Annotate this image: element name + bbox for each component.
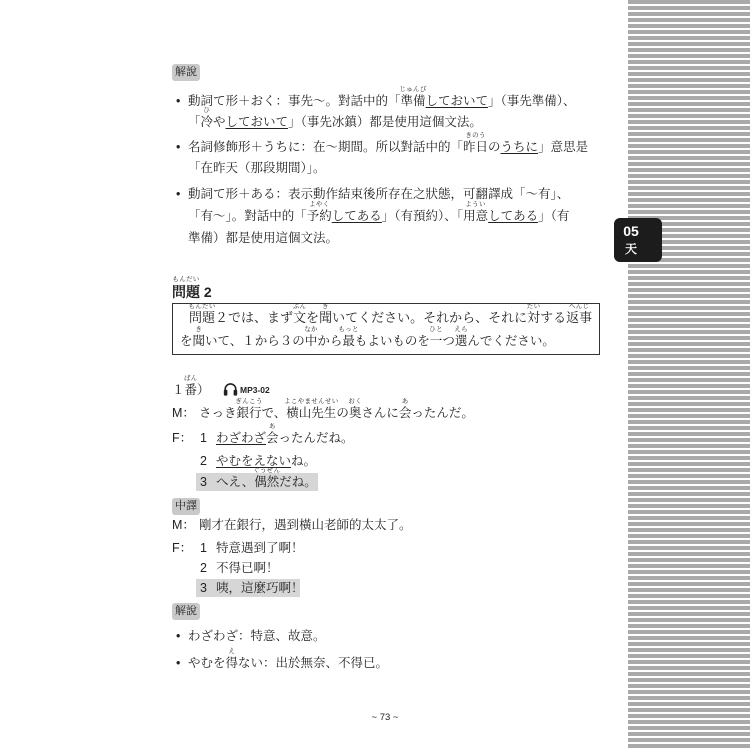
furigana-word <box>183 375 198 398</box>
instructions-line <box>180 326 555 349</box>
text-segment: 」（事先冰鎮）都是使用這個文法。 <box>288 115 482 129</box>
audio-track-label: MP3-02 <box>240 385 270 395</box>
furigana-word <box>192 326 206 349</box>
text-segment: ２では、まず <box>215 310 294 325</box>
bullet: • <box>176 140 181 154</box>
option-number: 3 <box>200 581 207 595</box>
text-segment: わざわざ：特意、故意。 <box>188 629 326 643</box>
ruby-reading: ぎんこう <box>235 398 263 405</box>
text-segment: 「 <box>188 115 201 129</box>
ruby-reading: え <box>228 648 236 655</box>
furigana-word <box>398 398 412 421</box>
text-segment: 」（事先準備）、 <box>488 94 576 108</box>
text-segment: もよいものを <box>354 334 430 348</box>
ruby-reading: あ <box>268 423 276 430</box>
ruby-base: 選 <box>454 334 468 348</box>
question-heading <box>172 276 212 301</box>
furigana-word <box>306 201 332 224</box>
item-number-suffix: ） <box>197 383 210 397</box>
explanation-line <box>188 107 482 130</box>
ruby-reading: もんだい <box>172 276 200 283</box>
ruby-reading: なか <box>304 326 318 333</box>
option-number: 1 <box>200 431 207 445</box>
text-segment: いてください。それから、それに <box>332 310 528 325</box>
ruby-base: 文 <box>293 310 307 325</box>
underlined-grammar: しておいて <box>425 94 489 108</box>
furigana-word <box>399 86 427 109</box>
speaker-f: F： <box>172 541 193 555</box>
ruby-reading: もっと <box>338 326 359 333</box>
option-number: 3 <box>200 475 207 489</box>
text-segment: や <box>213 115 226 129</box>
text-segment: だね。 <box>279 475 317 489</box>
text-segment: 」意思是 <box>538 140 589 154</box>
ruby-reading: ひと <box>429 326 443 333</box>
ruby-reading: よやく <box>309 201 330 208</box>
ruby-base: 用意 <box>463 209 489 223</box>
translation-option-text: 咦，這麼巧啊！ <box>216 581 304 595</box>
text-segment: 「有～」。對話中的「 <box>188 209 307 223</box>
explanation-line <box>188 201 570 224</box>
text-segment: 」（有 <box>538 209 570 223</box>
chapter-tab <box>614 218 662 262</box>
text-segment: 「在昨天（那段期間）」。 <box>188 161 326 175</box>
ruby-base: 対 <box>527 310 541 325</box>
ruby-base: 昨日 <box>463 140 489 154</box>
underlined-grammar: しておいて <box>225 115 289 129</box>
text-segment: んでください。 <box>467 334 555 348</box>
furigana-word <box>304 326 318 349</box>
page-number: ~ 73 ~ <box>371 712 399 723</box>
furigana-word <box>188 303 216 326</box>
text-segment: やむを <box>188 656 226 670</box>
text-segment: ない：出於無奈、不得已。 <box>238 656 389 670</box>
ruby-reading: き <box>195 326 203 333</box>
ruby-reading: よこやませんせい <box>284 398 339 405</box>
text-segment: を <box>180 334 193 348</box>
furigana-word <box>235 398 263 421</box>
explanation-line <box>188 160 326 176</box>
ruby-reading: ぐうぜん <box>253 467 281 474</box>
ruby-base: 準備 <box>400 94 426 108</box>
translation-badge: 中譯 <box>172 498 200 515</box>
underlined-keyword: やむをえない <box>216 454 292 468</box>
text-segment: 準備）都是使用這個文法。 <box>188 231 339 245</box>
ruby-base: 問題 <box>189 310 216 325</box>
option-number: 2 <box>200 561 207 575</box>
ruby-reading: へんじ <box>568 303 590 310</box>
furigana-word <box>338 326 359 349</box>
speaker-f: F： <box>172 431 193 445</box>
ruby-reading: あ <box>401 398 409 405</box>
text-segment: さっき <box>199 406 237 420</box>
furigana-word <box>429 326 443 349</box>
furigana-word <box>225 648 239 671</box>
furigana-word <box>566 303 593 326</box>
option-text <box>216 467 317 490</box>
ruby-base: 一 <box>429 334 443 348</box>
bullet: • <box>176 94 181 108</box>
explanation-badge: 解說 <box>172 603 200 620</box>
text-segment: つ <box>442 334 455 348</box>
furigana-word <box>319 303 333 326</box>
bullet: • <box>176 656 181 670</box>
bullet: • <box>176 629 181 643</box>
text-segment: 動詞て形＋ある：表示動作結束後所存在之狀態，可翻譯成「～有」、 <box>188 187 570 201</box>
ruby-base: 会 <box>266 431 279 445</box>
ruby-base: 番 <box>184 383 198 397</box>
ruby-base: 会 <box>398 406 412 420</box>
ruby-base: 問題 <box>172 284 200 300</box>
item-number <box>172 375 210 398</box>
text-segment: ったんだ。 <box>411 406 474 420</box>
ruby-reading: たい <box>526 303 541 310</box>
text-segment: で、 <box>261 406 287 420</box>
text-segment: を <box>306 310 320 325</box>
ruby-base: 聞 <box>192 334 206 348</box>
option-number: 1 <box>200 541 207 555</box>
text-segment: から <box>317 334 343 348</box>
page-edge-stripes <box>628 0 750 750</box>
ruby-base: 冷 <box>200 115 214 129</box>
furigana-word <box>463 132 489 155</box>
text-segment: ね。 <box>291 454 317 468</box>
explanation-line <box>176 186 569 202</box>
text-segment: ったんだね。 <box>278 431 354 445</box>
speaker-m: M： <box>172 406 195 420</box>
ruby-reading: ひ <box>203 107 211 114</box>
speaker-m: M： <box>172 518 195 532</box>
ruby-reading: ばん <box>183 375 198 382</box>
explanation-badge: 解說 <box>172 64 200 81</box>
text-segment: 」（有預約）、「 <box>381 209 464 223</box>
text-segment: さんに <box>361 406 399 420</box>
question-number: 2 <box>200 284 212 300</box>
furigana-word <box>463 201 489 224</box>
text-segment: 名詞修飾形＋うちに：在～期間。所以對話中的「 <box>188 140 464 154</box>
ruby-reading: えら <box>454 326 468 333</box>
ruby-base: 銀行 <box>236 406 262 420</box>
ruby-reading: ぶん <box>292 303 307 310</box>
translation-option-text: 不得已啊！ <box>216 561 279 575</box>
dialogue-m-line <box>199 398 474 421</box>
furigana-word <box>454 326 468 349</box>
chapter-tab-number: 05 <box>623 223 639 239</box>
bullet: • <box>176 187 181 201</box>
furigana-word <box>348 398 362 421</box>
ruby-base: 得 <box>225 656 239 670</box>
ruby-base: 偶然 <box>254 475 280 489</box>
furigana-word <box>266 423 279 446</box>
furigana-word <box>253 467 281 490</box>
furigana-word <box>284 398 339 421</box>
underlined-grammar: うちに <box>500 140 539 154</box>
translation-m-line: 剛才在銀行，遇到橫山老師的太太了。 <box>199 518 412 532</box>
explanation-line <box>188 230 338 246</box>
ruby-reading: じゅんび <box>399 86 427 93</box>
underlined-keyword: わざわざ <box>216 431 267 445</box>
ruby-base: 中 <box>304 334 318 348</box>
explanation-line <box>176 648 389 671</box>
explanation-line <box>176 86 576 109</box>
furigana-word <box>200 107 214 130</box>
text-segment: の <box>488 140 501 154</box>
ruby-base: 聞 <box>319 310 333 325</box>
option-text <box>216 423 354 446</box>
explanation-line <box>176 132 589 155</box>
furigana-word <box>526 303 541 326</box>
text-segment: の <box>336 406 349 420</box>
item-number-digit: １ <box>172 383 185 397</box>
text-segment: 動詞て形＋おく：事先～。對話中的「 <box>188 94 401 108</box>
translation-option-text: 特意遇到了啊！ <box>216 541 304 555</box>
ruby-base: 横山先生 <box>286 406 337 420</box>
option-number: 2 <box>200 454 207 468</box>
ruby-base: 最 <box>342 334 355 348</box>
ruby-reading: おく <box>348 398 362 405</box>
ruby-base: 予約 <box>306 209 332 223</box>
furigana-word <box>172 276 200 301</box>
ruby-reading: き <box>322 303 329 310</box>
furigana-word <box>292 303 307 326</box>
ruby-base: 奥 <box>348 406 362 420</box>
underlined-grammar: してある <box>331 209 382 223</box>
ruby-reading: きのう <box>465 132 486 139</box>
ruby-base: 返事 <box>566 310 593 325</box>
explanation-line <box>176 628 326 644</box>
underlined-grammar: してある <box>488 209 539 223</box>
instructions-line <box>188 303 593 326</box>
ruby-reading: もんだい <box>188 303 216 310</box>
chapter-tab-label: 天 <box>624 242 637 256</box>
headphones-icon <box>223 382 238 396</box>
ruby-reading: ようい <box>465 201 486 208</box>
text-segment: する <box>540 310 567 325</box>
text-segment: へえ、 <box>216 475 255 489</box>
text-segment: いて、１から３の <box>205 334 305 348</box>
